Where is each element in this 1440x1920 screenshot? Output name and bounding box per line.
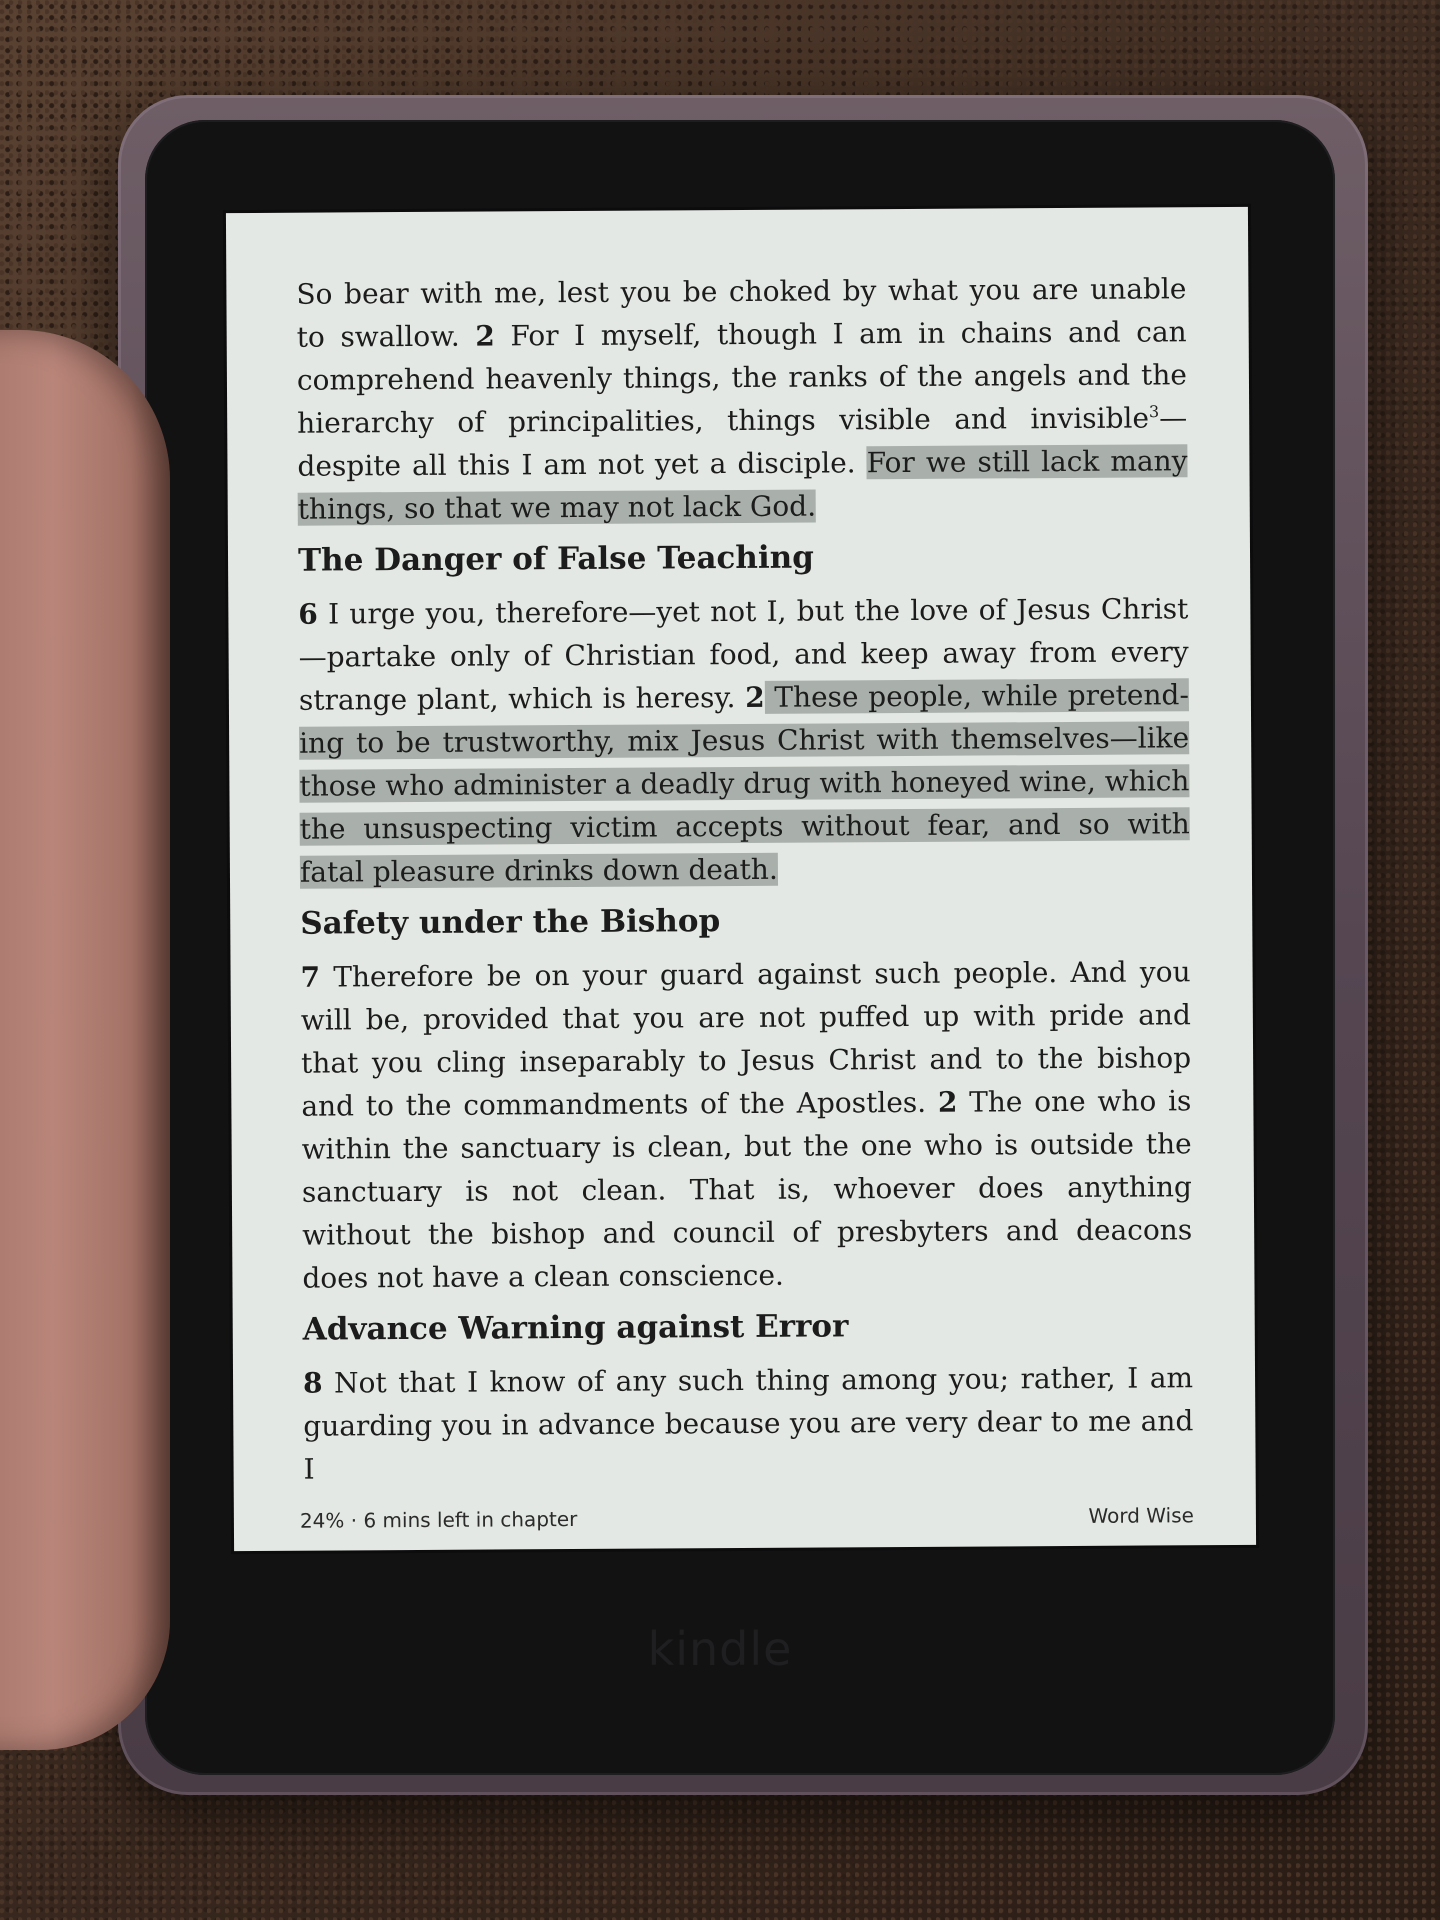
reading-progress[interactable]: 24% · 6 mins left in chapter (299, 1507, 578, 1533)
paragraph-7 (300, 950, 1192, 1299)
verse-number: 6 (298, 597, 318, 631)
paragraph-1-text-mid: For I myself, though I am in chains and can comprehend heavenly things, the ranks of the angels and the hierarchy of principalities, things visible and invisible (296, 315, 1188, 440)
hand (0, 330, 170, 1750)
paragraph-1-text-after: —despite all this I am not yet a disciple. (297, 401, 1188, 483)
paragraph-6 (298, 587, 1190, 893)
paragraph-8 (303, 1356, 1194, 1490)
paragraph-7-text-before: Therefore be on your guard against such people. And you will be, provided that you are not puffed up with pride and that you cling inseparably to Jesus Christ and to the bishop and to the commandments of the Apostles. (300, 955, 1192, 1123)
paragraph-1 (296, 267, 1188, 530)
reader-footer (300, 1503, 1194, 1532)
word-wise-label[interactable]: Word Wise (1088, 1503, 1194, 1528)
paragraph-8-text: Not that I know of any such thing among you; rather, I am guarding you in advance because you are very dear to me and I (303, 1361, 1194, 1486)
highlight-2[interactable]: These people, while pretending to be trustworthy, mix Jesus Christ with themselves—like those who administer a deadly drug with honeyed wine, which the unsuspecting victim accepts without fear, and so with fatal pleasure drinks down death. (299, 678, 1190, 889)
book-page[interactable] (296, 267, 1194, 1486)
section-heading-false-teaching: The Danger of False Teaching (297, 539, 814, 579)
footnote-marker[interactable]: 3 (1148, 402, 1160, 422)
paragraph-7-text-after: The one who is within the sanctuary is clean, but the one who is outside the sanctuary is not clean. That is, whoever does anything without the bishop and council of presbyters and deacons does not have a clean conscience. (301, 1084, 1193, 1295)
paragraph-6-text: I urge you, therefore—yet not I, but the love of Jesus Christ —partake only of Christian food, and keep away from every strange plant, which is heresy. (298, 592, 1189, 717)
highlight-1[interactable]: For we still lack many things, so that we may not lack God. (297, 444, 1188, 526)
section-heading-advance-warning: Advance Warning against Error (302, 1308, 849, 1348)
e-reader-screen[interactable] (226, 207, 1256, 1551)
verse-number: 8 (302, 1366, 323, 1400)
paragraph-1-text-before: So bear with me, lest you be choked by what you are unable to swallow. (296, 272, 1187, 354)
verse-number: 2 (937, 1085, 958, 1119)
kindle-logo: kindle (647, 1622, 793, 1676)
verse-number: 2 (745, 680, 765, 714)
section-heading-safety: Safety under the Bishop (300, 903, 721, 942)
verse-number: 2 (475, 319, 495, 353)
verse-number: 7 (300, 960, 321, 994)
